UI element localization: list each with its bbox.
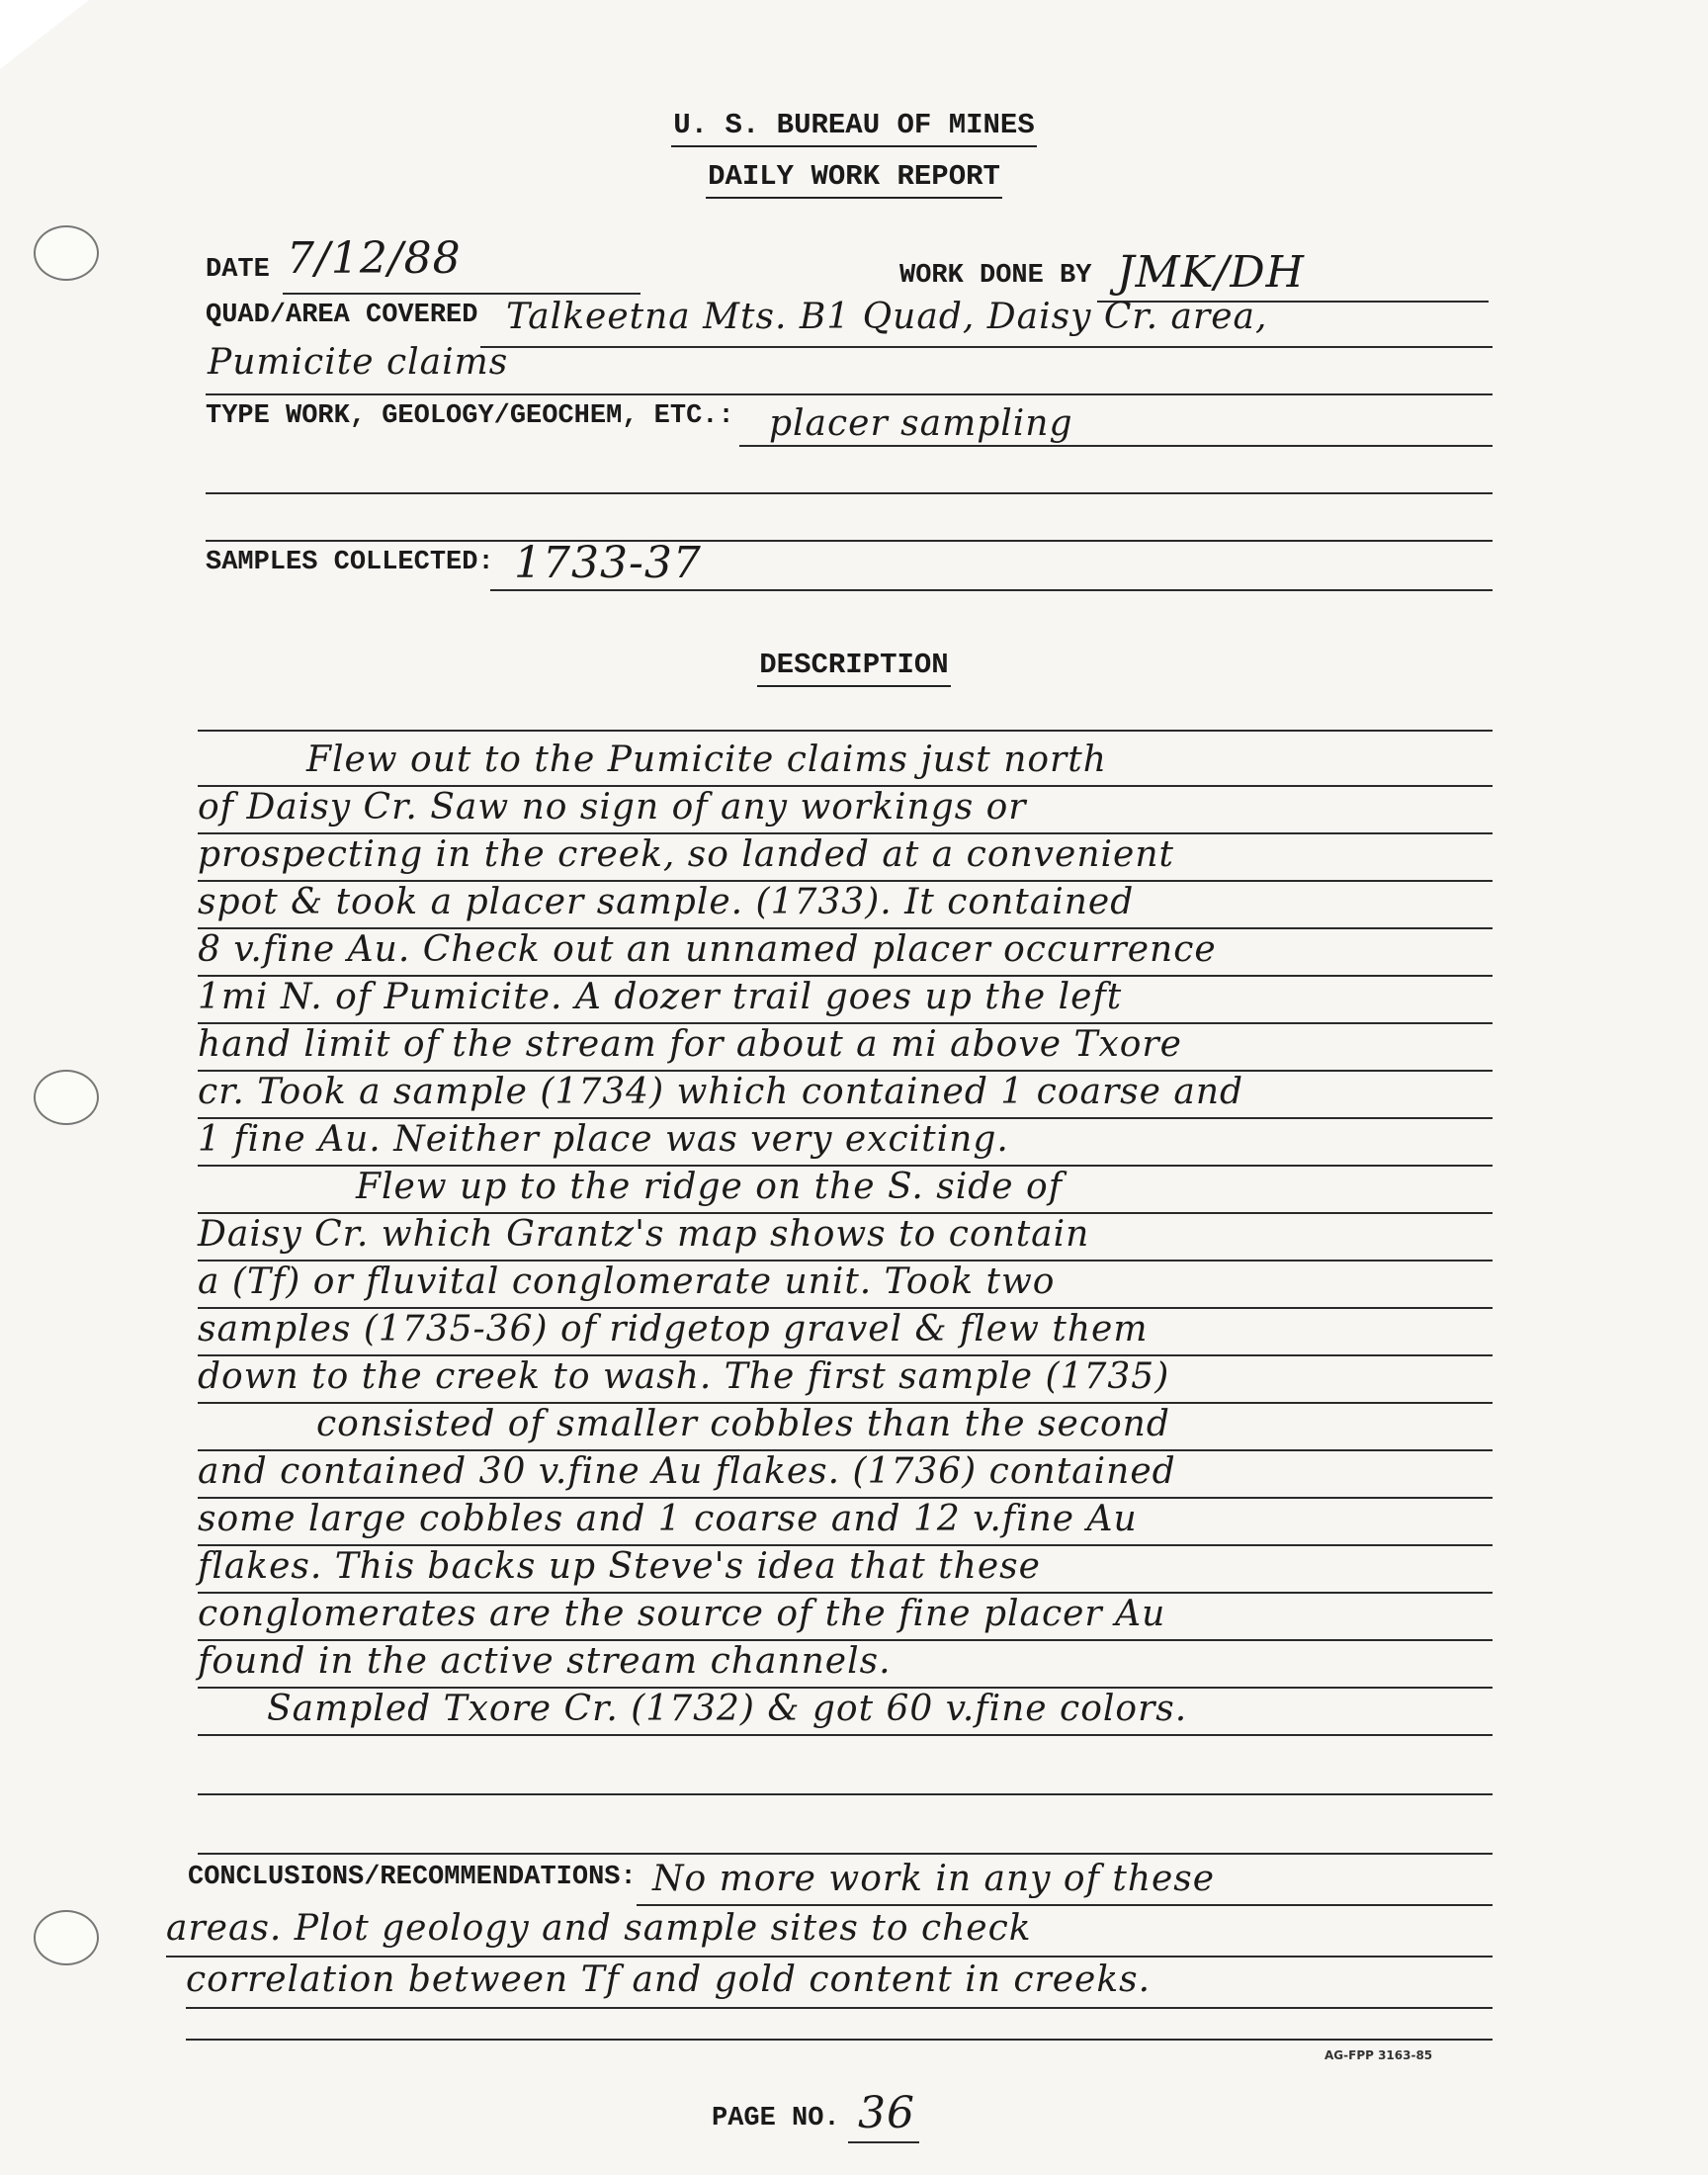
punch-hole-top: [34, 225, 99, 281]
conclusions-line-2: areas. Plot geology and sample sites to check: [166, 1908, 1032, 1949]
page-number-line: [848, 2141, 919, 2143]
description-line: found in the active stream channels.: [198, 1641, 892, 1682]
description-rule-top: [198, 730, 1493, 732]
conclusions-rule-3: [186, 2007, 1493, 2009]
report-type-title: [0, 160, 1708, 193]
quad-area-line-1: [480, 346, 1493, 348]
type-work-line-3: [206, 540, 1493, 542]
description-rule-blank: [198, 1853, 1493, 1855]
conclusions-label: CONCLUSIONS/RECOMMENDATIONS:: [188, 1863, 637, 1892]
description-line: and contained 30 v.fine Au flakes. (1736) contained: [198, 1451, 1176, 1492]
samples-collected-label: SAMPLES COLLECTED:: [206, 548, 494, 577]
description-rule: [198, 1734, 1493, 1736]
date-line: [283, 293, 640, 295]
description-line: Daisy Cr. which Grantz's map shows to contain: [198, 1214, 1090, 1255]
description-line: 1mi N. of Pumicite. A dozer trail goes up the left: [198, 977, 1123, 1017]
description-title: [0, 649, 1708, 681]
description-line: cr. Took a sample (1734) which contained 1 coarse and: [198, 1072, 1244, 1112]
type-work-value: placer sampling: [769, 403, 1073, 444]
description-line: samples (1735-36) of ridgetop gravel & flew them: [198, 1309, 1149, 1349]
type-work-line-2: [206, 492, 1493, 494]
punch-hole-middle: [34, 1070, 99, 1125]
agency-title: [0, 109, 1708, 141]
page-number-value: 36: [858, 2088, 915, 2138]
description-line: consisted of smaller cobbles than the second: [316, 1404, 1170, 1444]
conclusions-rule-4: [186, 2039, 1493, 2041]
description-line: 1 fine Au. Neither place was very exciting.: [198, 1119, 1009, 1160]
conclusions-line-3: correlation between Tf and gold content in creeks.: [186, 1959, 1152, 2000]
conclusions-line-1: No more work in any of these: [652, 1859, 1216, 1899]
torn-corner: [0, 0, 89, 69]
description-line: flakes. This backs up Steve's idea that these: [198, 1546, 1041, 1587]
description-line: down to the creek to wash. The first sample (1735): [198, 1356, 1170, 1397]
description-line: Flew out to the Pumicite claims just north: [306, 740, 1107, 780]
quad-area-value-1: Talkeetna Mts. B1 Quad, Daisy Cr. area,: [506, 297, 1268, 337]
conclusions-rule-1: [637, 1904, 1493, 1906]
description-line: a (Tf) or fluvital conglomerate unit. Took two: [198, 1262, 1056, 1302]
description-line: spot & took a placer sample. (1733). It contained: [198, 882, 1135, 922]
date-label: DATE: [206, 255, 270, 285]
quad-area-value-2: Pumicite claims: [208, 342, 509, 383]
description-line: hand limit of the stream for about a mi above Txore: [198, 1024, 1182, 1065]
samples-collected-value: 1733-37: [514, 538, 702, 588]
conclusions-rule-2: [166, 1956, 1493, 1958]
description-line: prospecting in the creek, so landed at a convenient: [198, 834, 1174, 875]
punch-hole-bottom: [34, 1910, 99, 1965]
quad-area-label: QUAD/AREA COVERED: [206, 301, 478, 330]
type-work-line-1: [739, 445, 1493, 447]
description-line: 8 v.fine Au. Check out an unnamed placer occurrence: [198, 929, 1217, 970]
description-line: conglomerates are the source of the fine placer Au: [198, 1594, 1166, 1634]
description-rule-blank: [198, 1793, 1493, 1795]
date-value: 7/12/88: [287, 233, 462, 284]
description-line: of Daisy Cr. Saw no sign of any workings or: [198, 787, 1027, 827]
report-type-text: DAILY WORK REPORT: [706, 160, 1002, 199]
description-title-text: DESCRIPTION: [757, 649, 950, 687]
description-line: Flew up to the ridge on the S. side of: [356, 1167, 1064, 1207]
samples-collected-line: [490, 589, 1493, 591]
work-done-by-value: JMK/DH: [1117, 247, 1306, 298]
agency-title-text: U. S. BUREAU OF MINES: [671, 109, 1036, 147]
work-done-by-label: WORK DONE BY: [899, 261, 1092, 291]
description-line: Sampled Txore Cr. (1732) & got 60 v.fine colors.: [267, 1689, 1188, 1729]
form-code: AG-FPP 3163-85: [1324, 2048, 1433, 2062]
description-line: some large cobbles and 1 coarse and 12 v.fine Au: [198, 1499, 1138, 1539]
page-number-label: PAGE NO.: [712, 2104, 840, 2133]
quad-area-line-2: [206, 393, 1493, 395]
type-work-label: TYPE WORK, GEOLOGY/GEOCHEM, ETC.:: [206, 401, 734, 431]
